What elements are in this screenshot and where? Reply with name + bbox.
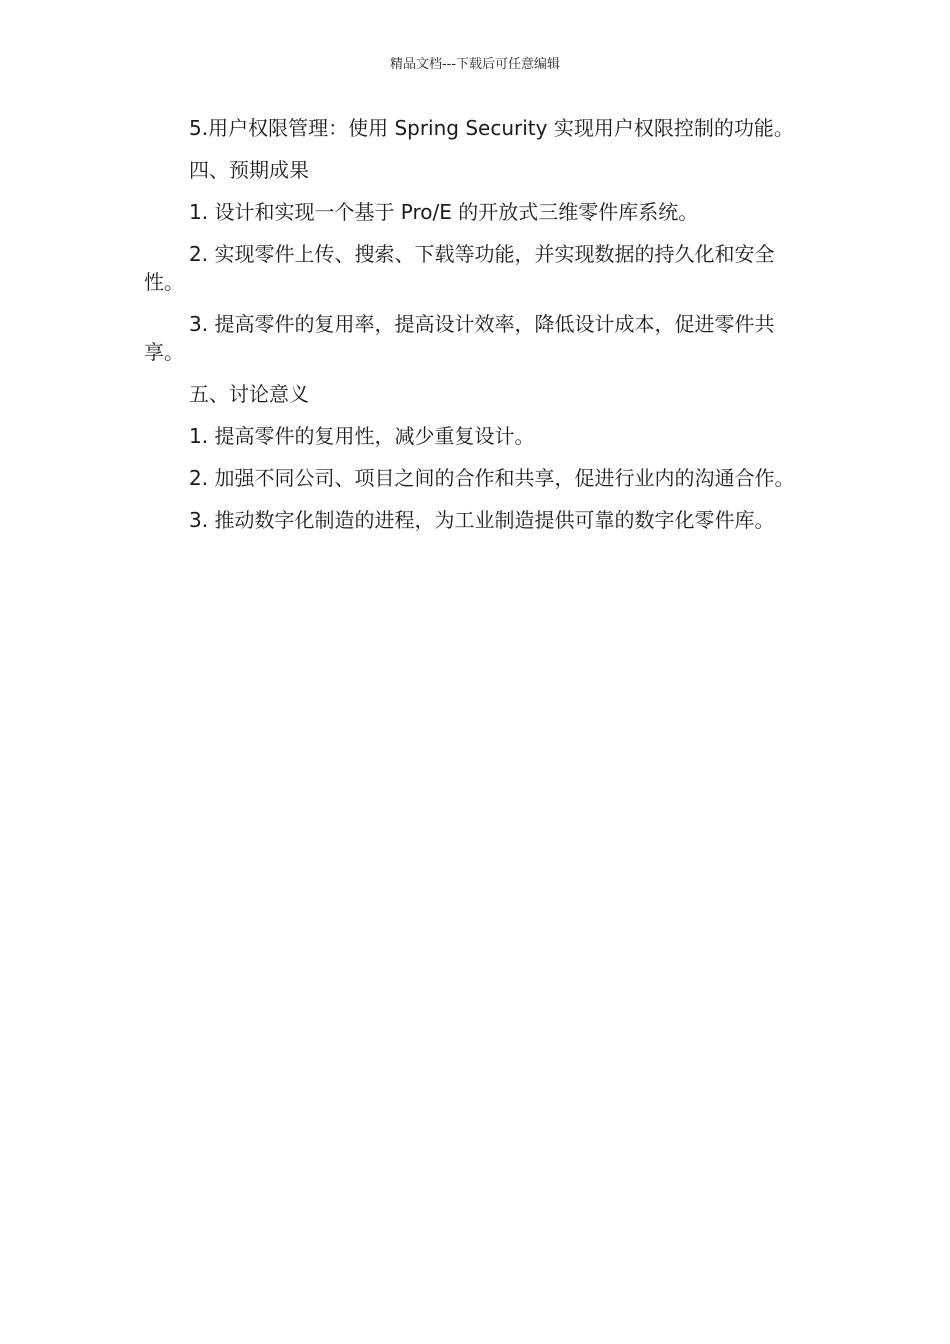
paragraph-significance-2: 2. 加强不同公司、项目之间的合作和共享，促进行业内的沟通合作。 xyxy=(189,466,795,490)
paragraph-expected-3: 3. 提高零件的复用率，提高设计效率，降低设计成本，促进零件共享。 xyxy=(144,312,775,364)
document-body xyxy=(144,114,810,548)
paragraph-user-permission: 5.用户权限管理：使用 Spring Security 实现用户权限控制的功能。 xyxy=(189,116,794,140)
paragraph-significance-1: 1. 提高零件的复用性，减少重复设计。 xyxy=(189,424,535,448)
paragraph-expected-2: 2. 实现零件上传、搜索、下载等功能，并实现数据的持久化和安全性。 xyxy=(144,242,775,294)
section-heading-expected-results: 四、预期成果 xyxy=(189,158,309,182)
paragraph-expected-1: 1. 设计和实现一个基于 Pro/E 的开放式三维零件库系统。 xyxy=(189,200,699,224)
page-header: 精品文档---下载后可任意编辑 xyxy=(389,57,561,72)
section-heading-significance: 五、讨论意义 xyxy=(189,382,309,406)
paragraph-significance-3: 3. 推动数字化制造的进程，为工业制造提供可靠的数字化零件库。 xyxy=(189,508,775,532)
